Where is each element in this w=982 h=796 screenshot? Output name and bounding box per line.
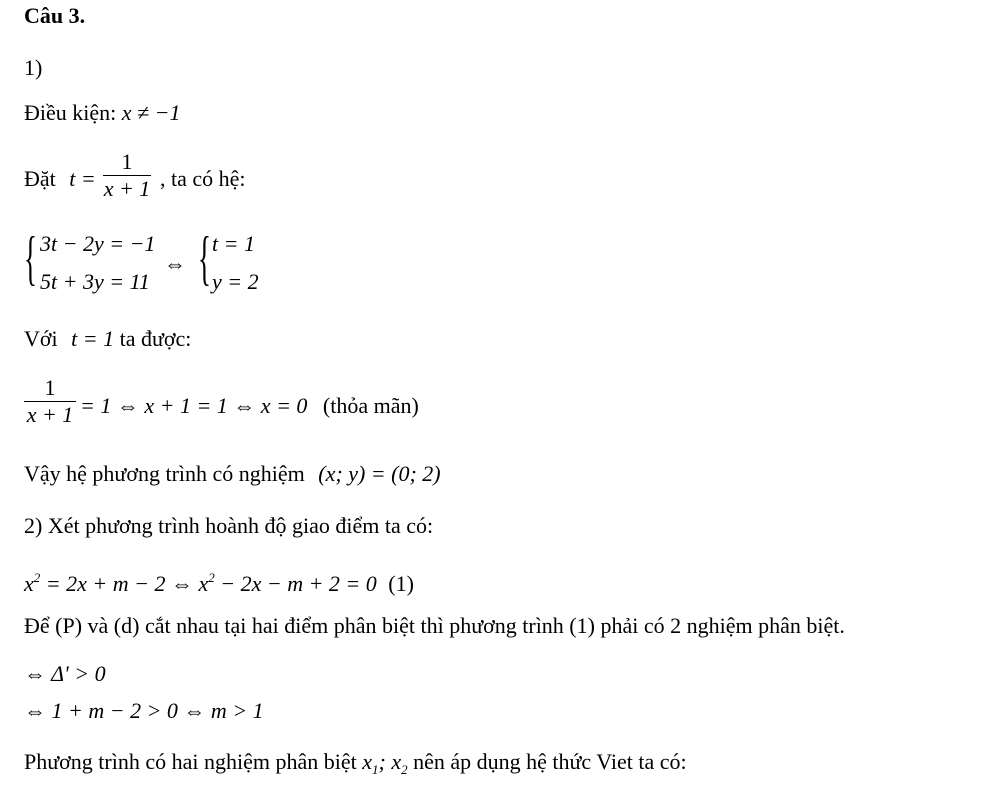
viet-suffix: nên áp dụng hệ thức Viet ta có: (413, 749, 687, 774)
question-heading: Câu 3. (24, 3, 86, 28)
solve-fraction (24, 375, 76, 428)
conclusion-expr: (x; y) = (0; 2) (318, 461, 441, 486)
right-system-brace: { (198, 225, 211, 291)
intersection-equation (24, 564, 414, 598)
conclusion-text: Vậy hệ phương trình có nghiệm (24, 461, 305, 486)
system-equiv-symbol: ⇔ (164, 251, 186, 276)
fraction-denominator: x + 1 (103, 176, 151, 201)
substitute-prefix: Đặt (24, 166, 56, 191)
t-variable: t = (69, 166, 96, 191)
viet-sub-1: 1 (372, 762, 379, 777)
viet-roots (362, 749, 408, 777)
condition-sentence: Để (P) và (d) cắt nhau tại hai điểm phân biệt thì phương trình (1) phải có 2 nghiệm phân biệt. (24, 613, 845, 638)
solve-expression: = 1 ⇔ x + 1 = 1 ⇔ x = 0 (80, 393, 308, 418)
left-system-brace: { (24, 225, 37, 291)
eq-end: − 2x − m + 2 = 0 (214, 571, 377, 596)
viet-x1: x (362, 749, 372, 774)
eq-exponent-2: 2 (208, 570, 215, 585)
solve-denominator: x + 1 (26, 402, 74, 427)
solve-numerator: 1 (44, 375, 56, 400)
substitution-fraction (103, 149, 151, 202)
viet-line (24, 748, 687, 784)
substitution-line (24, 165, 96, 193)
system-right-eq1: t = 1 (212, 231, 255, 256)
eq-exponent-1: 2 (33, 570, 41, 585)
eq-tag: (1) (388, 571, 414, 596)
condition-expr: x ≠ −1 (121, 100, 181, 125)
with-t-prefix: Với (24, 326, 58, 351)
part1-label: 1) (24, 55, 43, 80)
delta-condition: ⇔ Δ' > 0 (24, 661, 106, 686)
viet-sub-2: 2 (401, 762, 408, 777)
system-left-eq1: 3t − 2y = −1 (40, 231, 156, 256)
solve-line (80, 392, 419, 420)
system-right-eq2: y = 2 (212, 269, 259, 294)
condition-line (24, 99, 180, 127)
with-t-line (24, 325, 191, 353)
viet-prefix: Phương trình có hai nghiệm phân biệt (24, 749, 357, 774)
system-left-eq2: 5t + 3y = 11 (40, 269, 150, 294)
solve-note: (thỏa mãn) (322, 393, 419, 418)
eq-middle: = 2x + m − 2 ⇔ x (40, 571, 209, 596)
condition-text: Điều kiện: (24, 100, 117, 125)
eq-x: x (24, 571, 34, 596)
substitute-suffix: , ta có hệ: (160, 166, 246, 191)
m-condition: ⇔ 1 + m − 2 > 0 ⇔ m > 1 (24, 698, 264, 723)
with-t-suffix: ta được: (119, 326, 192, 351)
conclusion-line (24, 460, 441, 488)
with-t-expr: t = 1 (71, 326, 115, 351)
part2-intro: 2) Xét phương trình hoành độ giao điểm ta có: (24, 513, 434, 538)
viet-separator: ; x (378, 749, 402, 774)
fraction-numerator: 1 (121, 149, 133, 174)
